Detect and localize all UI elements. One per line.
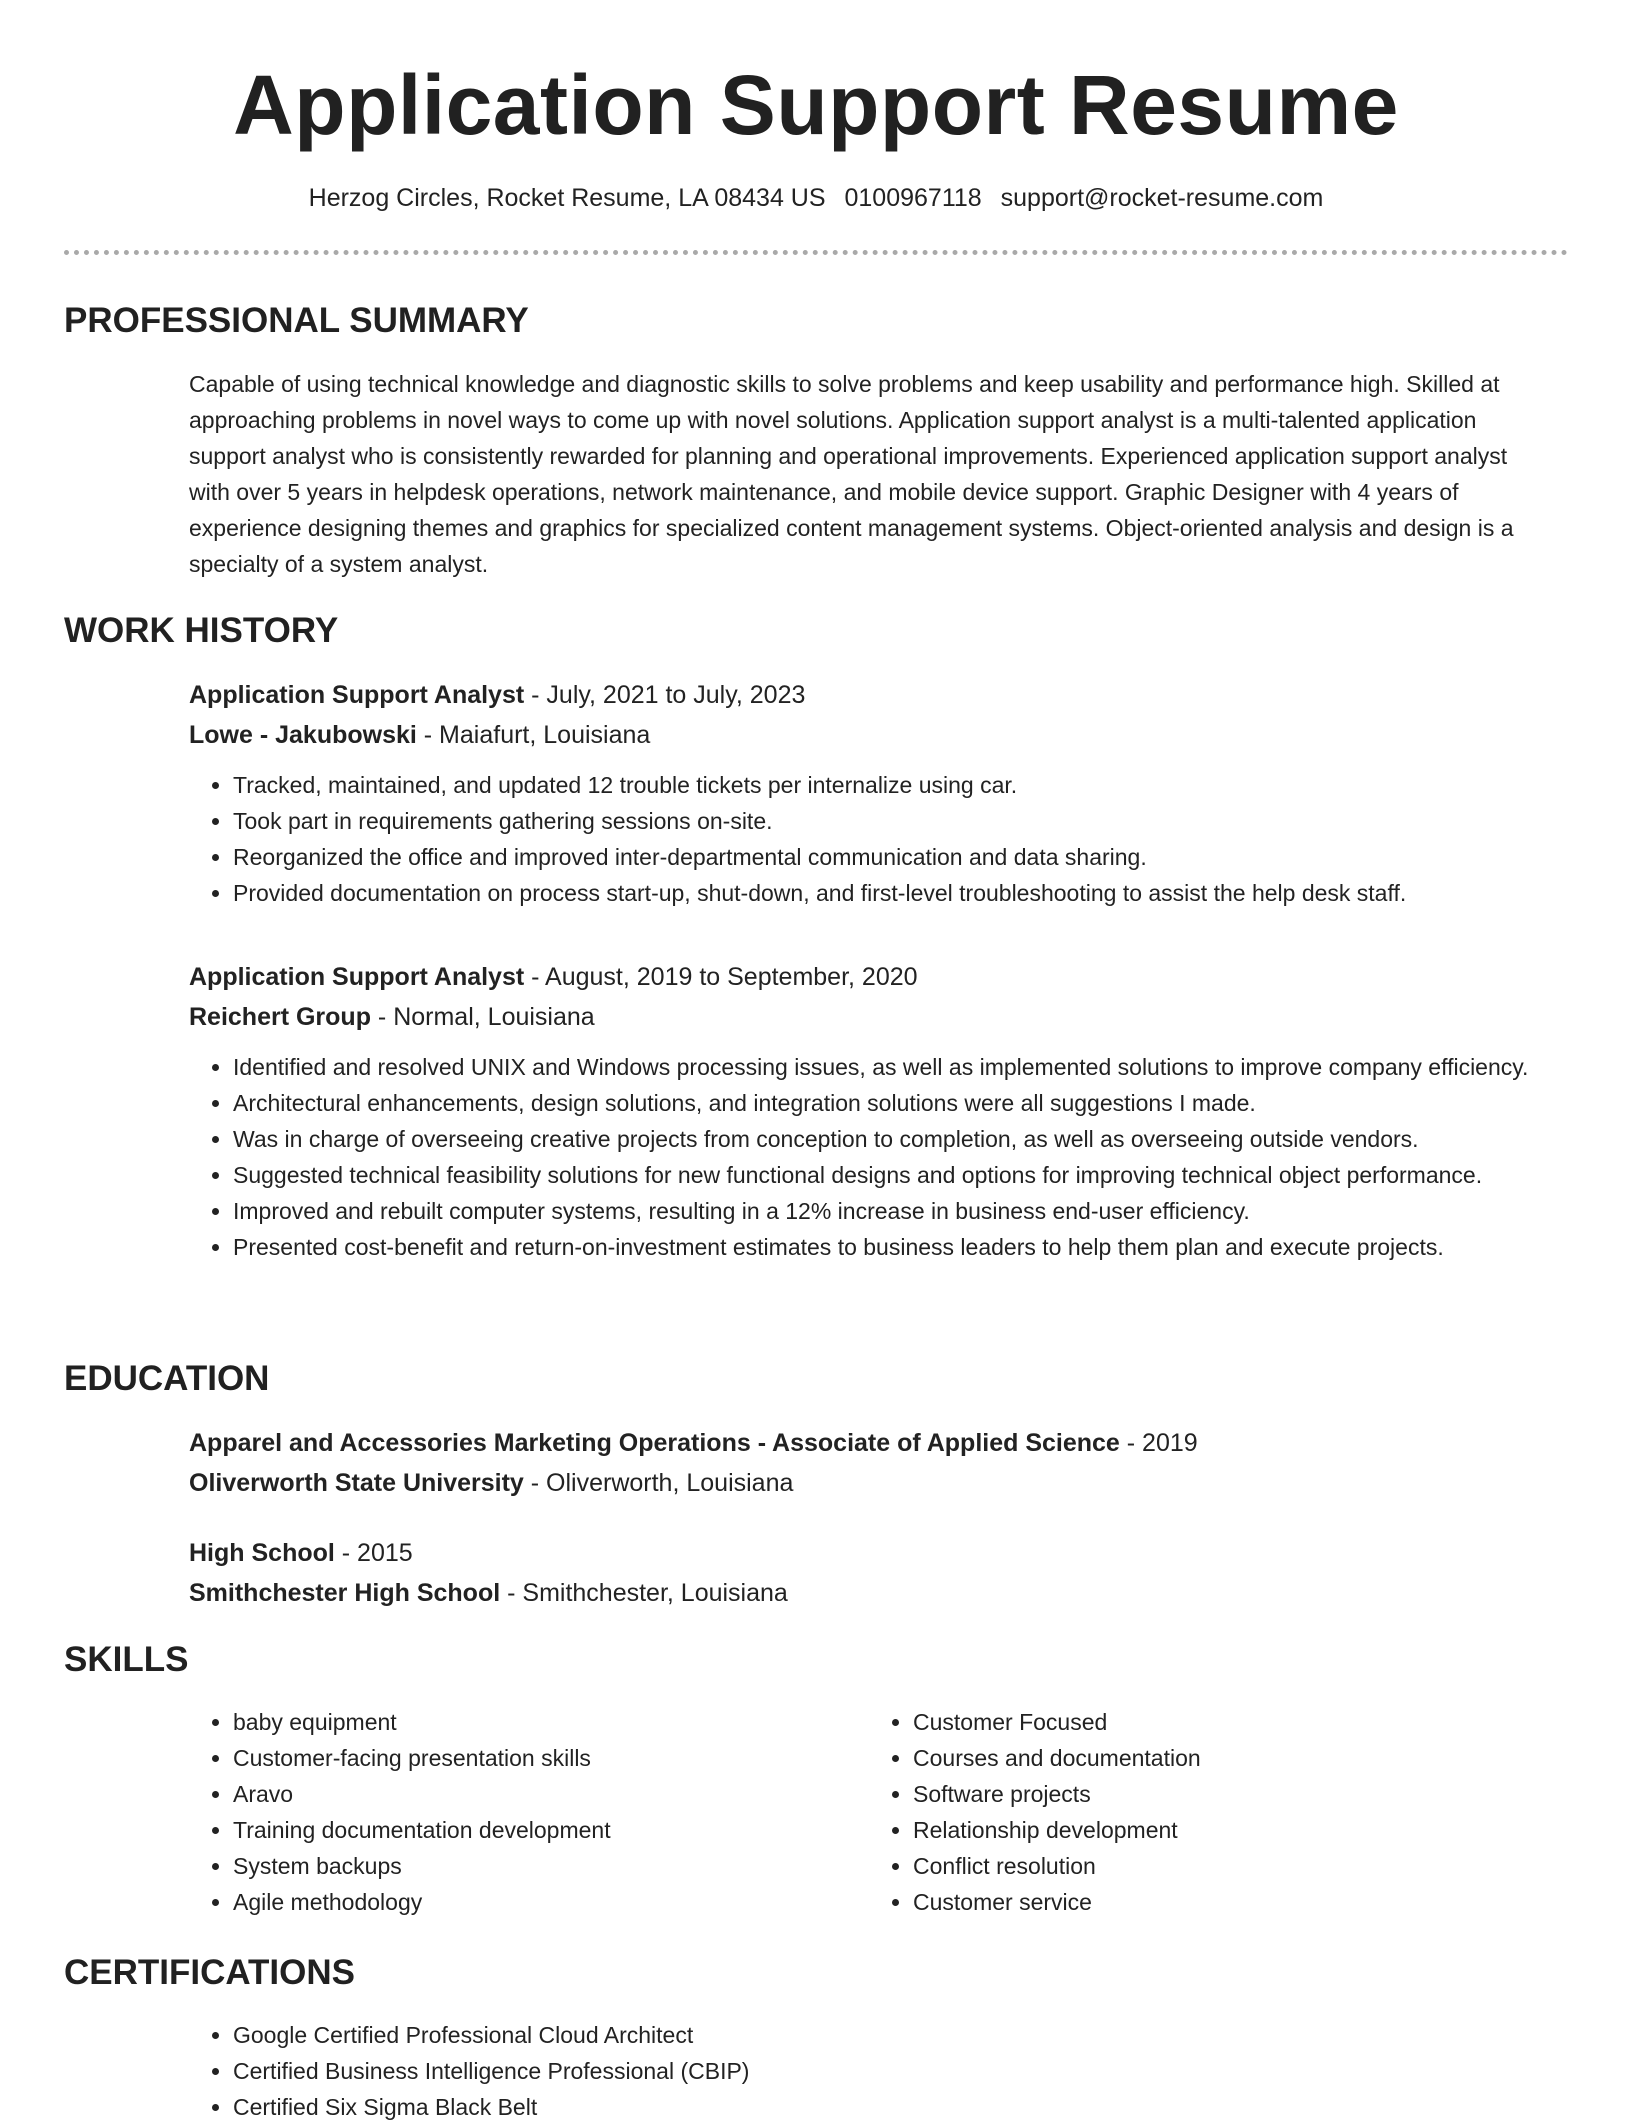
skills-columns: [189, 1704, 1549, 1920]
education-location: - Oliverworth, Louisiana: [523, 1469, 794, 1497]
work-heading: WORK HISTORY: [64, 611, 339, 650]
skill-item: • Customer Focused: [913, 1704, 1549, 1740]
certification-item: • Certified Six Sigma Black Belt: [233, 2089, 1549, 2125]
education-degree-line: [189, 1423, 1549, 1463]
contact-email: support@rocket-resume.com: [1000, 184, 1324, 212]
education-degree: High School: [189, 1539, 335, 1567]
education-location: - Smithchester, Louisiana: [500, 1579, 788, 1607]
education-section: [189, 1423, 1549, 1613]
job-location: - Maiafurt, Louisiana: [416, 721, 651, 749]
job-title-line: [189, 675, 1549, 715]
job-title-line: [189, 957, 1549, 997]
job-title: Application Support Analyst: [189, 681, 525, 709]
skill-item: • Software projects: [913, 1776, 1549, 1812]
skill-item: • Aravo: [233, 1776, 869, 1812]
skills-section: [189, 1704, 1549, 1920]
job-entry: [189, 675, 1549, 911]
job-company-line: [189, 997, 1549, 1037]
job-company-line: [189, 715, 1549, 755]
education-degree-line: [189, 1533, 1549, 1573]
job-bullet: • Improved and rebuilt computer systems, resulting in a 12% increase in business end-user efficiency.: [233, 1193, 1549, 1229]
job-bullets: [189, 1049, 1549, 1265]
job-bullet: • Tracked, maintained, and updated 12 trouble tickets per internalize using car.: [233, 767, 1549, 803]
skill-item: • Agile methodology: [233, 1884, 869, 1920]
skill-item: • Training documentation development: [233, 1812, 869, 1848]
work-section: [189, 675, 1549, 1311]
education-degree: Apparel and Accessories Marketing Operations - Associate of Applied Science: [189, 1429, 1120, 1457]
certifications-heading: CERTIFICATIONS: [64, 1953, 356, 1992]
job-bullet: • Was in charge of overseeing creative projects from conception to completion, as well as overseeing outside vendors.: [233, 1121, 1549, 1157]
contact-line: [0, 180, 1632, 216]
job-dates: - August, 2019 to September, 2020: [524, 963, 918, 991]
education-school: Smithchester High School: [189, 1579, 501, 1607]
summary-heading: PROFESSIONAL SUMMARY: [64, 301, 529, 340]
job-bullet: • Provided documentation on process start-up, shut-down, and first-level troubleshooting to assist the help desk staff.: [233, 875, 1549, 911]
education-school-line: [189, 1573, 1549, 1613]
education-year: - 2019: [1119, 1429, 1198, 1457]
skill-item: • Relationship development: [913, 1812, 1549, 1848]
job-location: - Normal, Louisiana: [370, 1003, 595, 1031]
skill-item: • Customer-facing presentation skills: [233, 1740, 869, 1776]
skills-list-left: [189, 1704, 869, 1920]
education-year: - 2015: [334, 1539, 413, 1567]
job-bullet: • Presented cost-benefit and return-on-investment estimates to business leaders to help them plan and execute projects.: [233, 1229, 1549, 1265]
certifications-list: [189, 2017, 1549, 2125]
education-entry: [189, 1423, 1549, 1503]
job-bullets: [189, 767, 1549, 911]
certification-item: • Certified Business Intelligence Professional (CBIP): [233, 2053, 1549, 2089]
contact-phone: 0100967118: [844, 184, 982, 212]
certification-item: • Google Certified Professional Cloud Architect: [233, 2017, 1549, 2053]
summary-text: Capable of using technical knowledge and diagnostic skills to solve problems and keep usability and performance high. Skilled at approaching problems in novel ways to come up with novel solutions. Application support analyst is a multi-talented application support analyst who is consistently rewarded for planning and operational improvements. Experienced application support analyst with over 5 years in helpdesk operations, network maintenance, and mobile device support. Graphic Designer with 4 years of experience designing themes and graphics for specialized content management systems. Object-oriented analysis and design is a specialty of a system analyst.: [189, 371, 1514, 577]
skill-item: • baby equipment: [233, 1704, 869, 1740]
summary-section: [189, 366, 1549, 582]
education-heading: EDUCATION: [64, 1359, 270, 1398]
header-divider: [64, 250, 1568, 255]
job-company: Reichert Group: [189, 1003, 371, 1031]
certifications-section: [189, 2017, 1549, 2125]
job-title: Application Support Analyst: [189, 963, 525, 991]
job-bullet: • Identified and resolved UNIX and Windows processing issues, as well as implemented solutions to improve company efficiency.: [233, 1049, 1549, 1085]
job-entry: [189, 957, 1549, 1265]
contact-address: Herzog Circles, Rocket Resume, LA 08434 US: [308, 184, 826, 212]
education-entry: [189, 1533, 1549, 1613]
skill-item: • System backups: [233, 1848, 869, 1884]
education-school: Oliverworth State University: [189, 1469, 524, 1497]
skill-item: • Conflict resolution: [913, 1848, 1549, 1884]
page-title: Application Support Resume: [233, 58, 1399, 152]
job-bullet: • Took part in requirements gathering sessions on-site.: [233, 803, 1549, 839]
skills-list-right: [869, 1704, 1549, 1920]
job-dates: - July, 2021 to July, 2023: [524, 681, 806, 709]
skill-item: • Customer service: [913, 1884, 1549, 1920]
job-company: Lowe - Jakubowski: [189, 721, 417, 749]
job-bullet: • Reorganized the office and improved inter-departmental communication and data sharing.: [233, 839, 1549, 875]
skills-heading: SKILLS: [64, 1640, 189, 1679]
job-bullet: • Architectural enhancements, design solutions, and integration solutions were all suggestions I made.: [233, 1085, 1549, 1121]
skill-item: • Courses and documentation: [913, 1740, 1549, 1776]
education-school-line: [189, 1463, 1549, 1503]
job-bullet: • Suggested technical feasibility solutions for new functional designs and options for improving technical object performance.: [233, 1157, 1549, 1193]
